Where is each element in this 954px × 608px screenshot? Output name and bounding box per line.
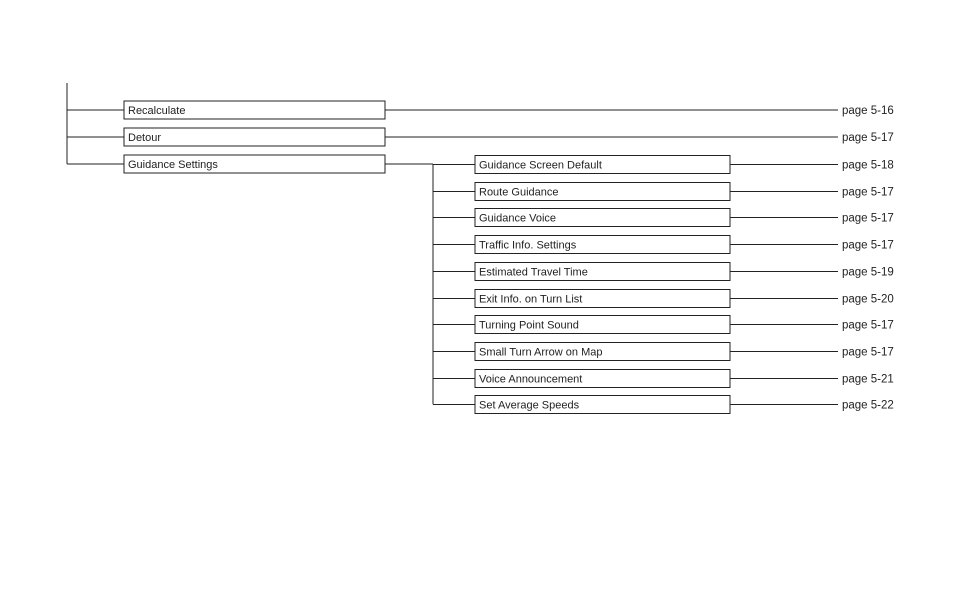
menu-item-recalculate[interactable] xyxy=(67,101,894,119)
page-reference: page 5-18 xyxy=(842,159,894,172)
submenu-item-set-average-speeds[interactable] xyxy=(433,396,894,414)
submenu-item-guidance-screen-default[interactable] xyxy=(433,156,894,174)
submenu-item-traffic-info-settings[interactable] xyxy=(433,236,894,254)
submenu-item-route-guidance[interactable] xyxy=(433,183,894,201)
menu-label: Recalculate xyxy=(128,105,186,117)
page-reference: page 5-17 xyxy=(842,346,894,359)
menu-label: Guidance Settings xyxy=(128,159,218,171)
page-reference: page 5-22 xyxy=(842,399,894,412)
page-reference: page 5-17 xyxy=(842,319,894,332)
submenu-item-exit-info-on-turn-list[interactable] xyxy=(433,290,894,308)
menu-label: Detour xyxy=(128,132,162,144)
page-reference: page 5-17 xyxy=(842,239,894,252)
page-reference: page 5-17 xyxy=(842,212,894,225)
page-reference: page 5-20 xyxy=(842,293,894,306)
submenu-item-estimated-travel-time[interactable] xyxy=(433,263,894,281)
submenu-label: Small Turn Arrow on Map xyxy=(479,346,603,359)
submenu-label: Traffic Info. Settings xyxy=(479,239,577,252)
submenu-item-guidance-voice[interactable] xyxy=(433,209,894,227)
submenu-item-small-turn-arrow-on-map[interactable] xyxy=(433,343,894,361)
page-reference: page 5-19 xyxy=(842,266,894,279)
page-reference: page 5-16 xyxy=(842,105,894,117)
menu-item-detour[interactable] xyxy=(67,128,894,146)
submenu-label: Guidance Screen Default xyxy=(479,159,602,172)
submenu-label: Guidance Voice xyxy=(479,212,557,225)
submenu-label: Turning Point Sound xyxy=(479,319,579,332)
submenu-label: Set Average Speeds xyxy=(479,399,580,412)
submenu-label: Exit Info. on Turn List xyxy=(479,293,583,306)
submenu-item-turning-point-sound[interactable] xyxy=(433,316,894,334)
page-reference: page 5-17 xyxy=(842,186,894,199)
submenu-label: Route Guidance xyxy=(479,186,559,199)
page-reference: page 5-17 xyxy=(842,132,894,144)
menu-item-guidance-settings[interactable] xyxy=(67,155,385,173)
submenu-label: Voice Announcement xyxy=(479,373,583,386)
submenu-label: Estimated Travel Time xyxy=(479,266,588,279)
menu-box[interactable] xyxy=(124,128,385,146)
submenu-item-voice-announcement[interactable] xyxy=(433,370,894,388)
page-reference: page 5-21 xyxy=(842,373,894,386)
